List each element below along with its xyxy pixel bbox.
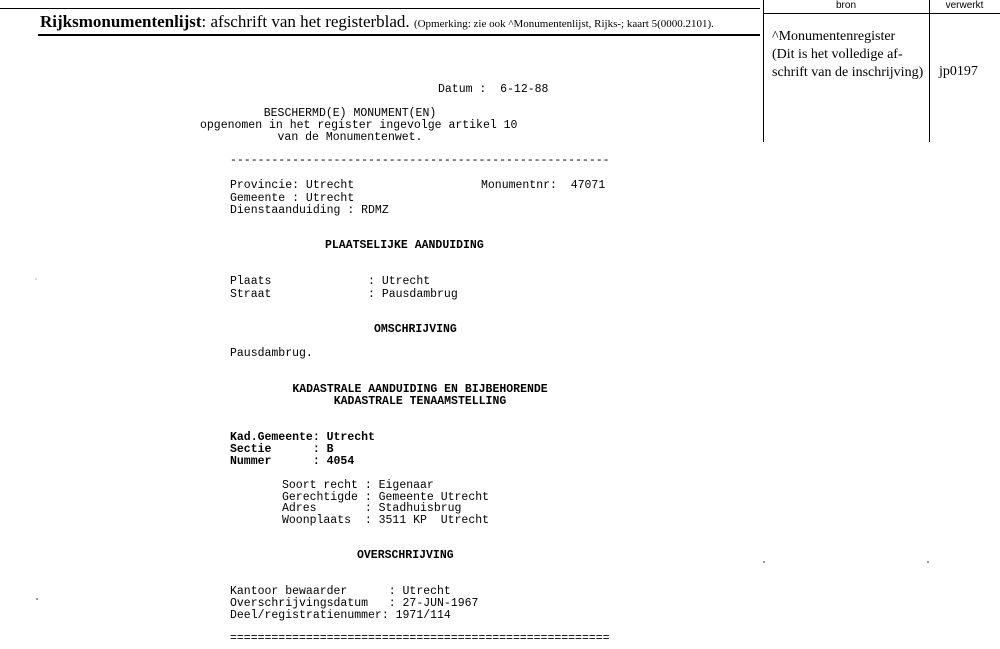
- overschrijving-heading: OVERSCHRIJVING: [357, 549, 454, 562]
- soort-recht: Soort recht : Eigenaar: [282, 479, 434, 492]
- kadastrale-heading-1: KADASTRALE AANDUIDING EN BIJBEHORENDE: [292, 383, 548, 396]
- bron-cell: [772, 28, 932, 82]
- gerechtigde: Gerechtigde : Gemeente Utrecht: [282, 491, 490, 504]
- verwerkt-cell: jp0197: [939, 64, 978, 79]
- omschrijving: Pausdambrug.: [230, 347, 313, 360]
- scan-speck: [927, 561, 929, 563]
- table-header-rule: [763, 13, 1000, 14]
- source-table: [763, 0, 1000, 142]
- adres: Adres : Stadhuisbrug: [282, 502, 462, 515]
- bron-column-header: bron: [835, 0, 856, 11]
- deel-registratienummer: Deel/registratienummer: 1971/114: [230, 609, 451, 622]
- straat: Straat : Pausdambrug: [230, 288, 458, 301]
- overschrijvingsdatum: Overschrijvingsdatum : 27-JUN-1967: [230, 597, 479, 610]
- kad-gemeente: Kad.Gemeente: Utrecht: [230, 431, 375, 444]
- datum: Datum : 6-12-88: [438, 83, 549, 96]
- bron-line: ^Monumentenregister: [772, 29, 896, 44]
- omschrijving-heading: OMSCHRIJVING: [374, 323, 457, 336]
- bron-line: schrift van de inschrijving): [772, 65, 924, 80]
- header-note: (Opmerking: zie ook ^Monumentenlijst, Rijks-; kaart 5(0000.2101).: [413, 18, 714, 30]
- bron-line: (Dit is het volledige af-: [772, 47, 903, 62]
- document-title: BESCHERMD(E) MONUMENT(EN): [263, 107, 437, 120]
- scan-speck: [35, 278, 37, 280]
- scan-speck: [763, 561, 765, 563]
- header-title-rest: : afschrift van het registerblad.: [201, 12, 410, 31]
- dienstaanduiding: Dienstaanduiding : RDMZ: [230, 204, 389, 217]
- document-subtitle-2: van de Monumentenwet.: [277, 131, 423, 144]
- header-top-rule: [0, 8, 760, 9]
- equals-rule: =======================================================: [230, 632, 610, 645]
- header-title-bold: Rijksmonumentenlijst: [40, 12, 202, 31]
- kantoor-bewaarder: Kantoor bewaarder : Utrecht: [230, 585, 451, 598]
- monumentnr: Monumentnr: 47071: [481, 179, 606, 192]
- dash-rule: -------------------------------------------------------: [230, 154, 610, 167]
- header-bottom-rule: [38, 34, 760, 36]
- table-left-border: [763, 0, 764, 142]
- verwerkt-column-header: verwerkt: [945, 0, 984, 11]
- provincie: Provincie: Utrecht: [230, 179, 355, 192]
- woonplaats: Woonplaats : 3511 KP Utrecht: [282, 514, 490, 527]
- kadastrale-heading-2: KADASTRALE TENAAMSTELLING: [333, 395, 507, 408]
- nummer: Nummer : 4054: [230, 455, 355, 468]
- document-subtitle-1: opgenomen in het register ingevolge artikel 10: [200, 119, 518, 132]
- plaatselijke-aanduiding-heading: PLAATSELIJKE AANDUIDING: [325, 239, 484, 252]
- plaats: Plaats : Utrecht: [230, 275, 431, 288]
- sectie: Sectie : B: [230, 443, 334, 456]
- scan-speck: [36, 598, 38, 600]
- header-title: [40, 12, 714, 32]
- gemeente: Gemeente : Utrecht: [230, 192, 355, 205]
